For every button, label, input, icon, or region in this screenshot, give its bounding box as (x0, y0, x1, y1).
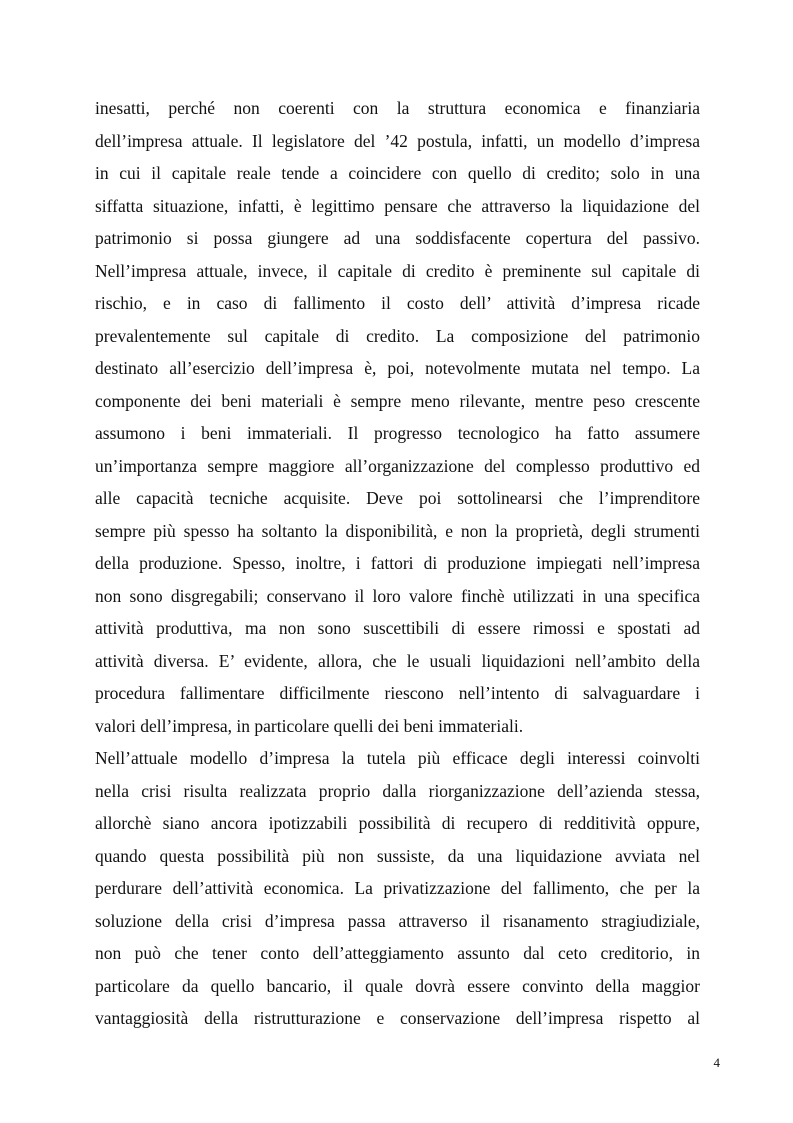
text-line: patrimonio si possa giungere ad una soddisfacente copertura del passivo. (95, 228, 700, 248)
text-line: rischio, e in caso di fallimento il costo dell’ attività d’impresa ricade (95, 293, 700, 313)
text-line: assumono i beni immateriali. Il progresso tecnologico ha fatto assumere (95, 423, 700, 443)
paragraph (95, 92, 700, 742)
body-text (95, 92, 700, 1035)
text-line: perdurare dell’attività economica. La privatizzazione del fallimento, che per la (95, 878, 700, 898)
text-line: siffatta situazione, infatti, è legittimo pensare che attraverso la liquidazione del (95, 195, 700, 216)
text-line: prevalentemente sul capitale di credito. La composizione del patrimonio (95, 325, 700, 346)
text-line: nella crisi risulta realizzata proprio dalla riorganizzazione dell’azienda stessa, (95, 780, 700, 801)
text-line: inesatti, perché non coerenti con la struttura economica e finanziaria (95, 98, 700, 118)
text-line: Nell’attuale modello d’impresa la tutela più efficace degli interessi coinvolti (95, 748, 700, 768)
text-line: attività diversa. E’ evidente, allora, che le usuali liquidazioni nell’ambito della (95, 650, 700, 671)
text-line: della produzione. Spesso, inoltre, i fattori di produzione impiegati nell’impresa (95, 553, 700, 573)
text-line: destinato all’esercizio dell’impresa è, poi, notevolmente mutata nel tempo. La (95, 358, 700, 378)
text-line: in cui il capitale reale tende a coincidere con quello di credito; solo in una (95, 163, 700, 183)
text-line: componente dei beni materiali è sempre meno rilevante, mentre peso crescente (95, 390, 700, 411)
paragraph (95, 742, 700, 1035)
text-line: non sono disgregabili; conservano il loro valore finchè utilizzati in una specifica (95, 585, 700, 606)
text-line: particolare da quello bancario, il quale dovrà essere convinto della maggior (95, 975, 700, 996)
text-line: Nell’impresa attuale, invece, il capitale di credito è preminente sul capitale di (95, 260, 700, 281)
page-number: 4 (713, 1055, 720, 1070)
text-line: un’importanza sempre maggiore all’organizzazione del complesso produttivo ed (95, 455, 700, 476)
text-line: valori dell’impresa, in particolare quelli dei beni immateriali. (95, 715, 524, 736)
text-line: quando questa possibilità più non sussiste, da una liquidazione avviata nel (95, 845, 700, 866)
text-line: alle capacità tecniche acquisite. Deve poi sottolinearsi che l’imprenditore (95, 488, 700, 508)
text-line: vantaggiosità della ristrutturazione e conservazione dell’impresa rispetto al (95, 1008, 700, 1028)
text-line: soluzione della crisi d’impresa passa attraverso il risanamento stragiudiziale, (95, 910, 700, 931)
text-line: dell’impresa attuale. Il legislatore del ’42 postula, infatti, un modello d’impresa (95, 130, 700, 151)
text-line: procedura fallimentare difficilmente riescono nell’intento di salvaguardare i (95, 683, 700, 703)
text-line: sempre più spesso ha soltanto la disponibilità, e non la proprietà, degli strumenti (95, 520, 700, 541)
text-line: allorchè siano ancora ipotizzabili possibilità di recupero di redditività oppure, (95, 813, 700, 833)
text-line: attività produttiva, ma non sono suscettibili di essere rimossi e spostati ad (95, 618, 700, 638)
text-line: non può che tener conto dell’atteggiamento assunto dal ceto creditorio, in (95, 943, 700, 963)
